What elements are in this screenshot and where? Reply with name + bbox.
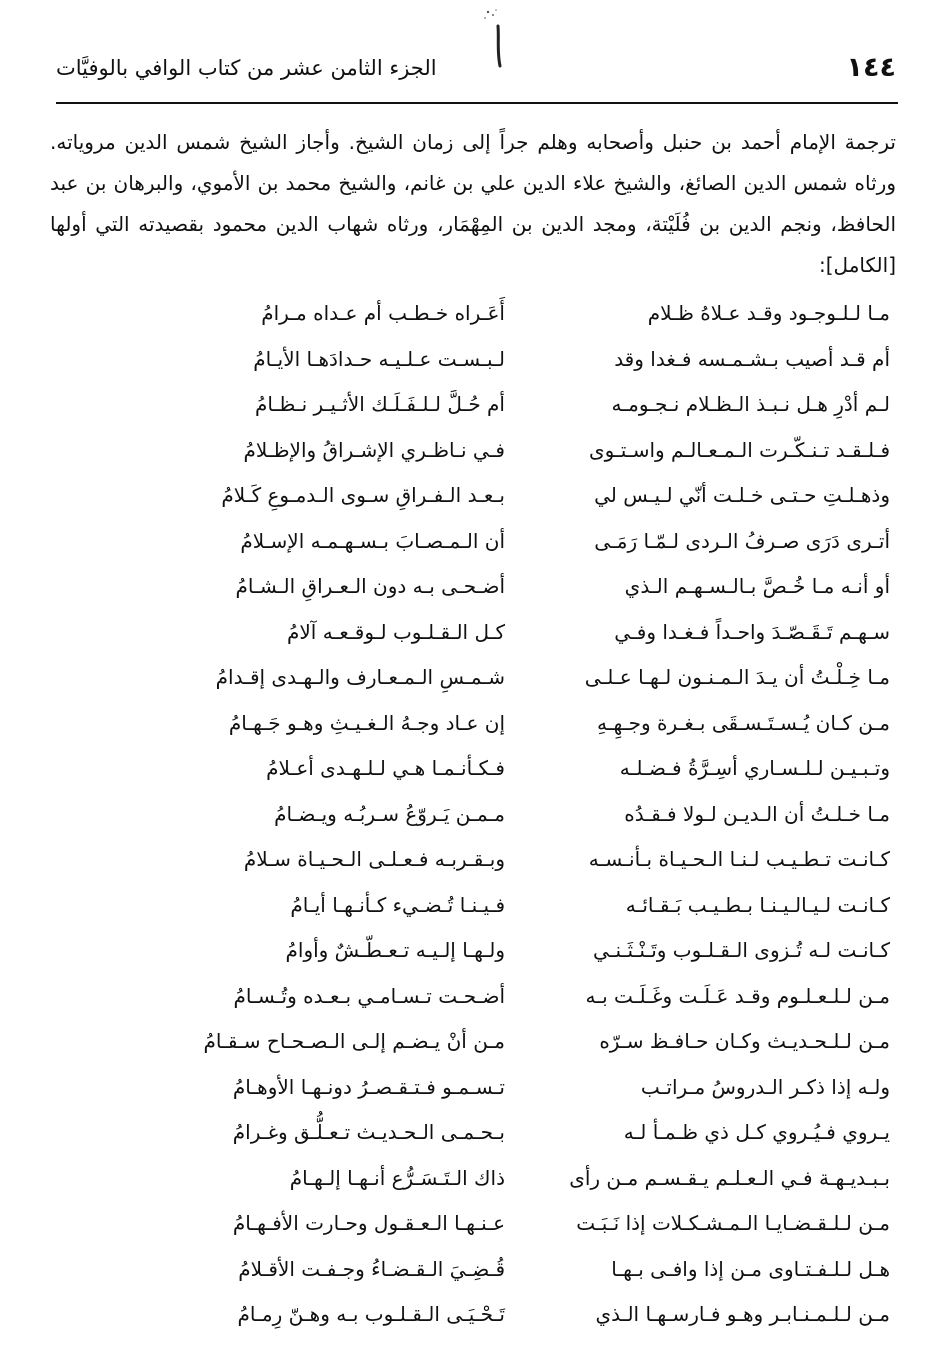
- hemistich-first: هـل لـلـفـتـاوى مـن إذا وافـى بـهـا: [611, 1256, 890, 1281]
- hemistich-first: مـا خـلـتُ أن الـديـن لـولا فـقـدُه: [624, 801, 890, 826]
- verse: [60, 793, 890, 835]
- hemistich-second: ولـهـا إلـيـه تـعـطّـشٌ وأوامُ: [285, 938, 505, 962]
- hemistich-first: أم قـد أصيب بـشـمـسه فـغدا وقد: [614, 346, 890, 371]
- hemistich-first: وتـبـيـن لـلـسـاري أسِـرَّةُ فـضـلـه: [619, 756, 890, 780]
- verse: [60, 975, 890, 1017]
- hemistich-first: كـانـت لـيـالـيـنـا بـطـيـب بَـقـائـه: [625, 892, 890, 917]
- hemistich-first: كـانـت لـه تُـزوى الـقـلـوب وتَـنْـثَـنـي: [593, 938, 890, 962]
- verse: [60, 474, 890, 516]
- paragraph-text: ترجمة الإمام أحمد بن حنبل وأصحابه وهلم جراً إلى زمان الشيخ. وأجاز الشيخ شمس الدين مروياته. ورثاه شمس الدين الصائغ، والشيخ علاء الدين علي بن غانم، والشيخ محمد بن الأموي، والبرهان بن عبد الحافظ، ونجم الدين بن فُلَيْتة، ومجد الدين بن المِهْمَار، ورثاه شهاب الدين محمود بقصيدته التي أولها [الكامل]:: [50, 130, 896, 277]
- hemistich-second: مـن أنْ يـضـم إلـى الـصـحـاح سـقـامُ: [203, 1029, 505, 1053]
- prose-paragraph: [50, 122, 896, 286]
- verse: [60, 1202, 890, 1244]
- hemistich-first: بـبـديـهـة فـي الـعـلـم يـقـسـم مـن رأى: [569, 1165, 890, 1190]
- hemistich-first: وذهـلـتِ حـتـى خـلـت أنّي لـيـس لي: [594, 483, 890, 507]
- hemistich-first: مـا لـلـوجـود وقـد عـلاهُ ظـلام: [647, 301, 890, 325]
- verse: [60, 292, 890, 334]
- hemistich-first: يـروي فـيُـروي كـل ذي ظـمـأ لـه: [623, 1120, 890, 1144]
- hemistich-first: أو أنـه مـا خُـصَّ بـالـسـهـم الـذي: [624, 574, 890, 598]
- hemistich-first: مـن كـان يُـسـتَـسـقَى بـغـرة وجـهِـهِ: [596, 710, 890, 735]
- hemistich-first: فـلـقـد تـنـكّـرت الـمـعـالـم واسـتـوى: [588, 437, 890, 462]
- hemistich-first: ولـه إذا ذكـر الـدروسُ مـراتـب: [640, 1074, 890, 1099]
- hemistich-second: قُـضِـيَ الـقـضـاءُ وجـفـت الأقـلامُ: [238, 1256, 505, 1281]
- hemistich-second: لـبـسـت عـلـيـه حـدادَهـا الأيـامُ: [253, 346, 505, 371]
- verse: [60, 565, 890, 607]
- hemistich-second: أضـحـت تـسـامـي بـعـده وتُـسـامُ: [233, 983, 505, 1008]
- hemistich-first: أتـرى دَرَى صـرفُ الـردى لـمّـا رَمَـى: [594, 528, 890, 553]
- hemistich-second: أم حُـلَّ لـلـفَـلَـك الأثـيـر نـظـامُ: [255, 392, 505, 416]
- hemistich-second: أضـحـى بـه دون الـعـراقِ الـشـامُ: [235, 574, 505, 598]
- hemistich-second: ذاك الـتَـسَـرُّع أنـهـا إلـهـامُ: [289, 1165, 505, 1190]
- page-number: ١٤٤: [846, 52, 896, 83]
- hemistich-second: فـي نـاظـري الإشـراقُ والإظـلامُ: [243, 437, 505, 462]
- hemistich-first: مـن لـلـمـنـابـر وهـو فـارسـهـا الـذي: [595, 1302, 890, 1326]
- verse: [60, 338, 890, 380]
- page-header: [56, 52, 896, 96]
- poem: [60, 292, 890, 1342]
- verse: [60, 1111, 890, 1153]
- hemistich-second: مـمـن يَـروّعُ سـربُـه ويـضـامُ: [274, 801, 505, 826]
- hemistich-second: فـكـأنـمـا هـي لـلـهـدى أعـلامُ: [266, 756, 505, 780]
- hemistich-second: شـمـسِ الـمـعـارف والـهـدى إقـدامُ: [215, 665, 505, 689]
- hemistich-second: بـحـمـى الـحـديـث تـعـلُّـق وغـرامُ: [232, 1120, 505, 1144]
- verse: [60, 520, 890, 562]
- verse: [60, 429, 890, 471]
- verse: [60, 656, 890, 698]
- verse: [60, 383, 890, 425]
- verse: [60, 611, 890, 653]
- verse: [60, 702, 890, 744]
- hemistich-first: مـن لـلـعـلـوم وقـد عَـلَـت وغَـلَـت بـه: [585, 983, 890, 1008]
- header-rule: [56, 102, 898, 104]
- verse: [60, 1293, 890, 1335]
- running-title: الجزء الثامن عشر من كتاب الوافي بالوفيَّات: [56, 56, 437, 80]
- hemistich-second: تـسـمـو فـتـقـصـرُ دونـهـا الأوهـامُ: [232, 1074, 505, 1099]
- hemistich-first: مـن لـلـحـديـث وكـان حـافـظ سـرّه: [599, 1029, 890, 1053]
- hemistich-first: مـن لـلـقـضـايـا الـمـشـكـلات إذا نَـبَـت: [576, 1211, 890, 1235]
- verse: [60, 1020, 890, 1062]
- verse: [60, 747, 890, 789]
- hemistich-second: كـل الـقـلـوب لـوقـعـه آلامُ: [286, 619, 505, 644]
- hemistich-first: لـم أدْرِ هـل نـبـذ الـظـلام نـجـومـه: [611, 392, 890, 416]
- hemistich-second: أَعَـراه خـطـب أم عـداه مـرامُ: [261, 301, 505, 325]
- hemistich-first: مـا خِـلْـتُ أن يـدَ الـمـنـون لـهـا عـلـى: [584, 665, 890, 689]
- verse: [60, 1248, 890, 1290]
- verse: [60, 1157, 890, 1199]
- hemistich-first: كـانـت تـطـيـب لـنـا الـحـيـاة بـأنـسـه: [588, 847, 890, 871]
- verse: [60, 884, 890, 926]
- verse: [60, 1066, 890, 1108]
- hemistich-second: فـيـنـا تُـضـيء كـأنـهـا أيـامُ: [290, 892, 505, 917]
- hemistich-first: سـهـم تَـقَـصّـدَ واحـداً فـغـدا وفـي: [614, 619, 890, 644]
- hemistich-second: بـعـد الـفـراقِ سـوى الـدمـوعِ كَـلامُ: [221, 483, 505, 507]
- hemistich-second: إن عـاد وجـهُ الـغـيـثِ وهـو جَـهـامُ: [228, 710, 505, 735]
- hemistich-second: وبـقـربـه فـعـلـى الـحـيـاة سـلامُ: [243, 847, 505, 871]
- hemistich-second: عـنـهـا الـعـقـول وحـارت الأفـهـامُ: [232, 1211, 505, 1235]
- hemistich-second: أن الـمـصـابَ بـسـهـمـه الإسـلامُ: [240, 528, 505, 553]
- verse: [60, 929, 890, 971]
- hemistich-second: تَـحْـيَـى الـقـلـوب بـه وهـنّ رِمـامُ: [237, 1302, 505, 1326]
- verse: [60, 838, 890, 880]
